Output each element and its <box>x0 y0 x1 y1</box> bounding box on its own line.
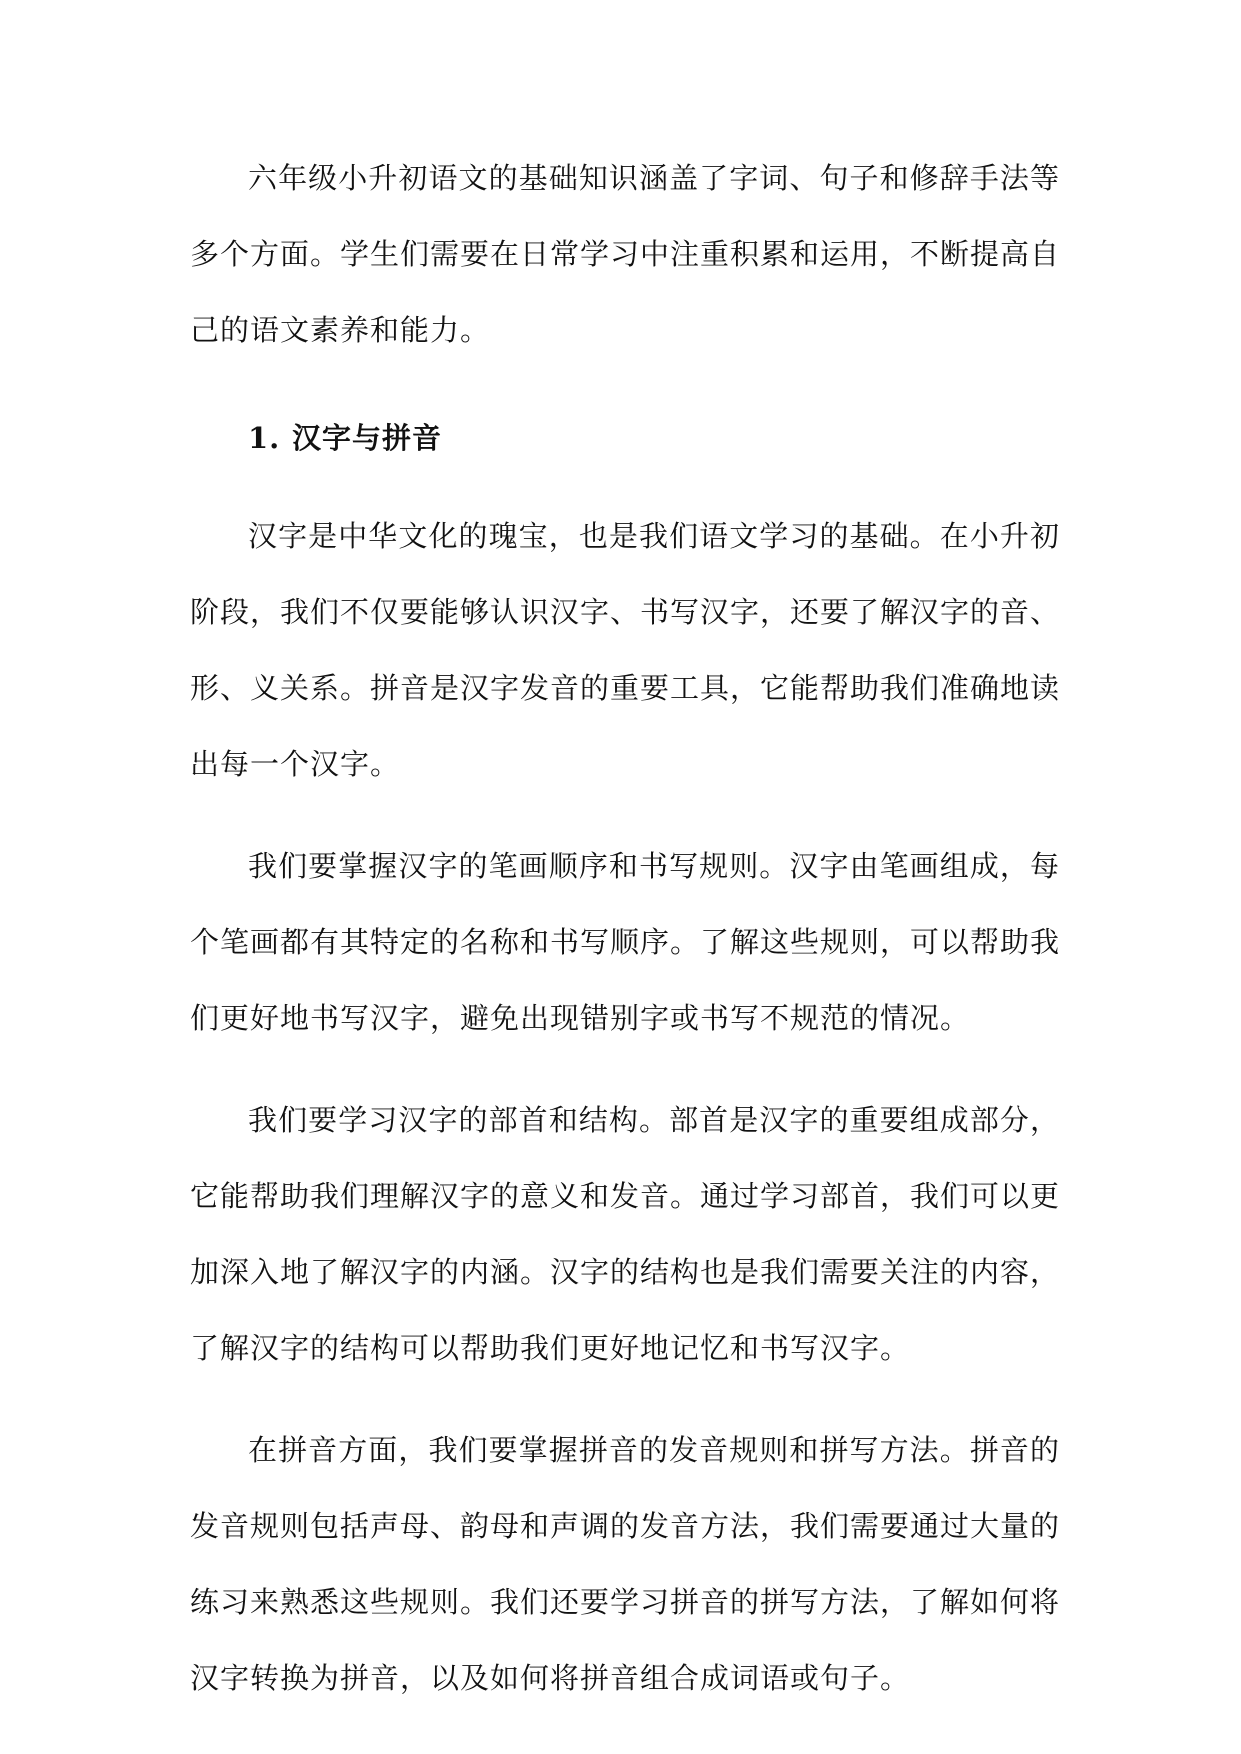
section-heading <box>190 400 1060 476</box>
intro-paragraph: 六年级小升初语文的基础知识涵盖了字词、句子和修辞手法等多个方面。学生们需要在日常学习中注重积累和运用，不断提高自己的语文素养和能力。 <box>190 161 1061 347</box>
section-title: 汉字与拼音 <box>292 421 443 455</box>
body-paragraph-3: 我们要学习汉字的部首和结构。部首是汉字的重要组成部分，它能帮助我们理解汉字的意义和发音。通过学习部首，我们可以更加深入地了解汉字的内涵。汉字的结构也是我们需要关注的内容，了解汉字的结构可以帮助我们更好地记忆和书写汉字。 <box>190 1103 1061 1365</box>
body-paragraph-2: 我们要掌握汉字的笔画顺序和书写规则。汉字由笔画组成，每个笔画都有其特定的名称和书写顺序。了解这些规则，可以帮助我们更好地书写汉字，避免出现错别字或书写不规范的情况。 <box>190 849 1061 1035</box>
document-body <box>190 140 1060 1742</box>
section-number: 1. <box>248 421 281 455</box>
body-paragraph-1: 汉字是中华文化的瑰宝，也是我们语文学习的基础。在小升初阶段，我们不仅要能够认识汉字、书写汉字，还要了解汉字的音、形、义关系。拼音是汉字发音的重要工具，它能帮助我们准确地读出每一个汉字。 <box>190 519 1061 781</box>
body-paragraph-4: 在拼音方面，我们要掌握拼音的发音规则和拼写方法。拼音的发音规则包括声母、韵母和声调的发音方法，我们需要通过大量的练习来熟悉这些规则。我们还要学习拼音的拼写方法，了解如何将汉字转换为拼音，以及如何将拼音组合成词语或句子。 <box>190 1433 1061 1695</box>
